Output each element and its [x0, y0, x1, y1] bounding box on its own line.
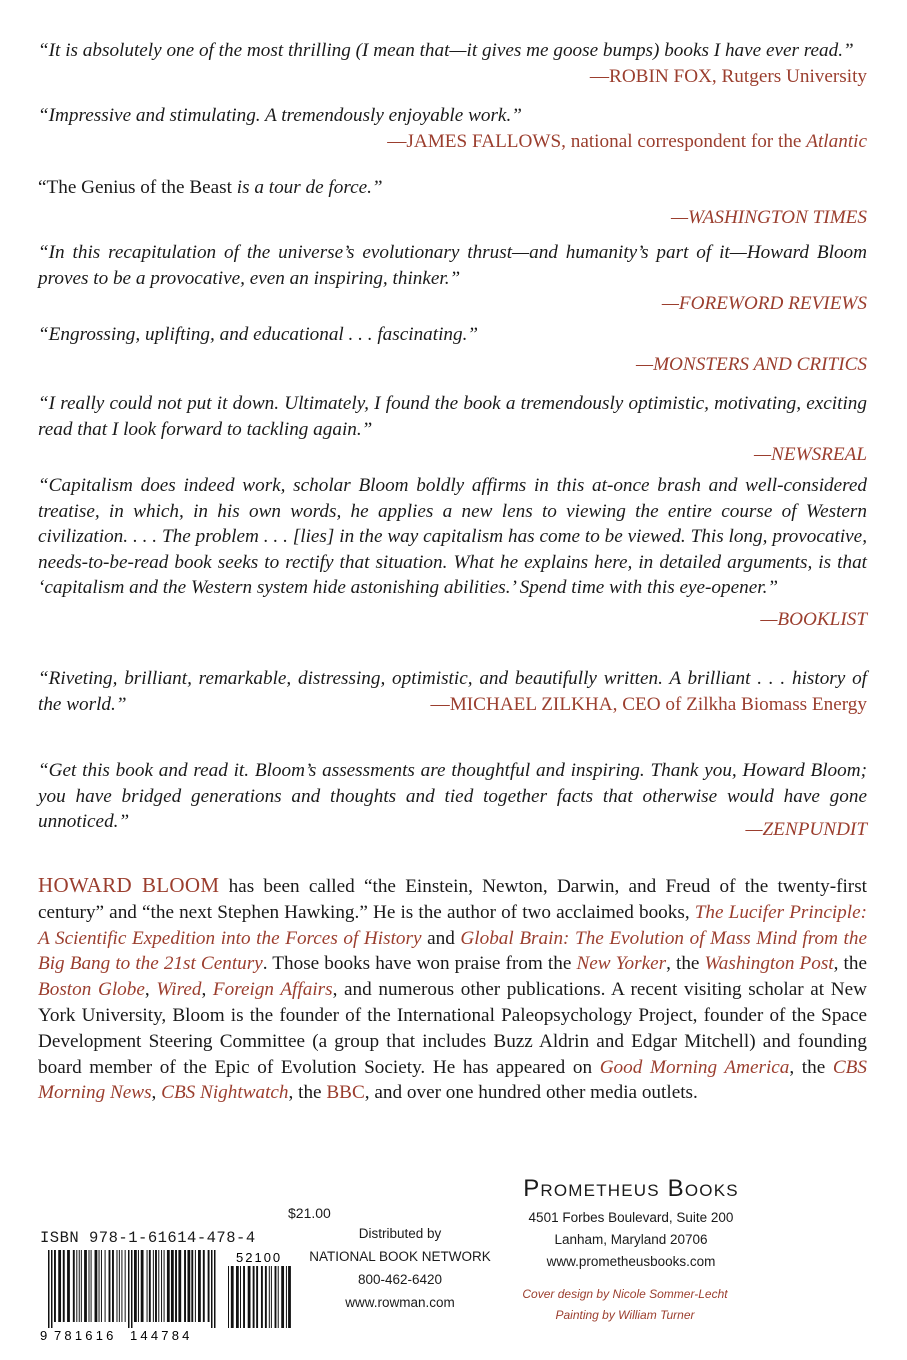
barcode-bar [81, 1250, 82, 1322]
bio-segment: , the [288, 1082, 327, 1104]
author-name: HOWARD BLOOM [38, 873, 220, 897]
barcode-bar [116, 1250, 117, 1322]
quote-attribution: —ROBIN FOX, Rutgers University [589, 65, 867, 87]
barcode-bar [67, 1250, 70, 1322]
barcode-bar [109, 1250, 111, 1322]
barcode-bar [149, 1250, 151, 1322]
barcode-bar [147, 1250, 148, 1322]
barcode-bar [187, 1250, 190, 1322]
barcode-bar [54, 1250, 56, 1322]
barcode-bar [128, 1250, 130, 1328]
barcode-bar [105, 1250, 106, 1322]
distributed-by-label: Distributed by [358, 1226, 442, 1241]
quote-text: “Engrossing, uplifting, and educational . . . fascinating.” [38, 324, 479, 345]
media-outlet: CBS Nightwatch [161, 1082, 289, 1104]
cover-credits [480, 1284, 770, 1326]
barcode-bar [265, 1266, 267, 1328]
quote-8 [38, 666, 867, 717]
barcode-bar [161, 1250, 162, 1322]
distributor-name: NATIONAL BOOK NETWORK [309, 1249, 491, 1264]
quote-book-title: “The Genius of the Beast [38, 177, 232, 198]
quote-text: “In this recapitulation of the universe’s evolutionary thrust—and humanity’s part of it—Howard Bloom proves to be a provocative, even an inspiring, thinker.” [38, 242, 867, 289]
bio-segment: , [151, 1082, 162, 1104]
barcode-bar [76, 1250, 77, 1322]
bio-segment: , the [789, 1056, 833, 1078]
barcode-bar [178, 1250, 181, 1322]
media-outlet: BBC [326, 1082, 365, 1104]
bio-segment: , the [666, 953, 705, 975]
quote-9 [38, 758, 867, 842]
publication-name: New Yorker [576, 953, 667, 975]
quote-text: “Impressive and stimulating. A tremendously enjoyable work.” [38, 105, 522, 126]
quote-attribution: —FOREWORD REVIEWS [661, 293, 867, 315]
barcode-bar [286, 1266, 287, 1328]
barcode-graphic [40, 1248, 296, 1348]
publisher-website: www.prometheusbooks.com [546, 1254, 716, 1269]
barcode-bar [125, 1250, 126, 1322]
publisher-address-1: 4501 Forbes Boulevard, Suite 200 [528, 1210, 734, 1225]
barcode-bar [112, 1250, 114, 1322]
barcode-bar [138, 1250, 139, 1322]
barcode-bar [51, 1250, 53, 1328]
quote-text: “Riveting, brilliant, remarkable, distressing, optimistic, and beautifully written. A brilliant . . . history of the world.” [38, 668, 867, 715]
bio-segment: , [144, 979, 157, 1001]
bio-segment: , and numerous other publications. A recent visiting scholar at New York University, Bloom is the founder of the International Paleopsychology Project, founder of the Space Development Steering Committee (a group that includes Buzz Aldrin and Edgar Mitchell) and founding board member of the Epic of Evolution Society. He has appeared on [38, 979, 868, 1078]
barcode-bar [63, 1250, 65, 1322]
distributor-website: www.rowman.com [345, 1295, 455, 1310]
publisher-name: Prometheus Books [523, 1175, 739, 1202]
attribution-prefix: —JAMES FALLOWS, national correspondent for the [387, 130, 807, 152]
barcode-bar [134, 1250, 137, 1322]
quote-attribution: —ZENPUNDIT [745, 818, 867, 840]
barcode-main-bars [48, 1250, 216, 1328]
bio-segment: has been called “the Einstein, Newton, Darwin, and Freud of the twenty-first century” and “the next Stephen Hawking.” He is the author of two acclaimed books, [38, 876, 867, 923]
barcode-bar [248, 1266, 251, 1328]
quote-6 [38, 391, 867, 467]
quote-text: “I really could not put it down. Ultimately, I found the book a tremendously optimistic, motivating, exciting read that I look forward to tackling again.” [38, 393, 867, 440]
book-title: The Lucifer Principle: A Scientific Expedition into the Forces of History [38, 901, 867, 949]
barcode-bar [131, 1250, 133, 1328]
quote-attribution [38, 129, 867, 154]
cover-design-credit: Cover design by Nicole Sommer-Lecht [522, 1287, 728, 1301]
painting-credit: Painting by William Turner [555, 1308, 695, 1322]
publisher-address-2: Lanham, Maryland 20706 [554, 1232, 708, 1247]
barcode-bar [88, 1250, 89, 1322]
quote-attribution: —BOOKLIST [760, 608, 867, 630]
barcode-bar [203, 1250, 205, 1322]
barcode-bar [195, 1250, 196, 1322]
distributor-phone: 800-462-6420 [357, 1272, 443, 1287]
bio-segment: and [421, 927, 461, 949]
barcode-bar [119, 1250, 120, 1322]
barcode-bar [121, 1250, 122, 1322]
barcode-bar [269, 1266, 270, 1328]
barcode-bar [84, 1250, 87, 1322]
barcode-bar [243, 1266, 245, 1328]
bio-segment: , and over one hundred other media outlets. [364, 1082, 698, 1104]
publication-name: Wired [156, 979, 202, 1001]
distributor-info [300, 1222, 500, 1314]
author-bio [38, 873, 867, 1106]
quote-2 [38, 103, 867, 154]
barcode-bar [73, 1250, 75, 1322]
barcode-bar [95, 1250, 98, 1322]
barcode-bar [79, 1250, 80, 1322]
barcode-bar [231, 1266, 234, 1328]
barcode-bar [271, 1266, 272, 1328]
barcode-bar [261, 1266, 263, 1328]
publisher-info [476, 1175, 786, 1273]
barcode-addon-digits: 52100 [236, 1250, 283, 1265]
isbn-label: ISBN 978-1-61614-478-4 [40, 1229, 256, 1247]
barcode-bar [171, 1250, 174, 1322]
barcode-bar [184, 1250, 186, 1322]
book-title: Global Brain: The Evolution of Mass Mind from the Big Bang to the 21st Century [38, 927, 867, 975]
barcode-right-digits: 144784 [130, 1328, 193, 1343]
bio-segment: , [201, 979, 213, 1001]
barcode-bar [155, 1250, 157, 1322]
publication-name: Foreign Affairs [212, 979, 333, 1001]
quote-text [38, 175, 867, 201]
barcode-left-digits: 781616 [54, 1328, 117, 1343]
bio-segment: . Those books have won praise from the [262, 953, 577, 975]
barcode-bar [236, 1266, 239, 1328]
barcode-bar [101, 1250, 102, 1322]
quote-5 [38, 322, 867, 377]
barcode-bar [208, 1250, 210, 1322]
quote-text-rest: is a tour de force.” [231, 177, 383, 198]
barcode-bar [214, 1250, 216, 1328]
barcode-bar [58, 1250, 61, 1322]
barcode-bar [211, 1250, 213, 1328]
quote-text: “Get this book and read it. Bloom’s assessments are thoughtful and inspiring. Thank you, Howard Bloom; you have bridged generations and thoughts and tied together facts that otherwise would have gone unnoticed.” [38, 760, 867, 833]
quote-3 [38, 175, 867, 230]
barcode-bar [240, 1266, 241, 1328]
quote-attribution: —MONSTERS AND CRITICS [636, 353, 867, 375]
bio-segment: , the [833, 953, 867, 975]
attribution-publication: Atlantic [806, 130, 867, 152]
barcode-bar [158, 1250, 159, 1322]
barcode-bar [275, 1266, 277, 1328]
quote-1 [38, 38, 867, 89]
barcode-addon-bars [228, 1266, 291, 1328]
bio-text [38, 873, 867, 1106]
quote-text: “Capitalism does indeed work, scholar Bloom boldly affirms in this at-once brash and well-considered treatise, in which, in his own words, he applies a new lens to viewing the entire course of Western civilization. . . . The problem . . . [lies] in the way capitalism has come to be viewed. This long, provocative, needs-to-be-read book seeks to rectify that situation. What he explains here, in detailed arguments, is that ‘capitalism and the Western system hide astonishing abilities.’ Spend time with this eye-opener.” [38, 475, 867, 599]
barcode-bar [164, 1250, 165, 1322]
price-label: $21.00 [288, 1205, 331, 1221]
barcode-bar [288, 1266, 291, 1328]
barcode-bar [228, 1266, 229, 1328]
barcode-svg [40, 1248, 296, 1348]
barcode-bar [198, 1250, 201, 1322]
quote-4 [38, 240, 867, 316]
publication-name: Boston Globe [38, 979, 145, 1001]
quote-attribution: —NEWSREAL [754, 444, 867, 466]
publication-name: Washington Post [704, 953, 834, 975]
barcode-bar [99, 1250, 100, 1322]
barcode-bar [153, 1250, 154, 1322]
quote-text: “It is absolutely one of the most thrilling (I mean that—it gives me goose bumps) books I have ever read.” [38, 40, 854, 61]
barcode-bar [278, 1266, 279, 1328]
media-outlet: Good Morning America [599, 1056, 790, 1078]
barcode-bar [48, 1250, 50, 1328]
quote-attribution: —MICHAEL ZILKHA, CEO of Zilkha Biomass Energy [430, 694, 867, 716]
barcode-bar [191, 1250, 193, 1322]
barcode-bar [281, 1266, 284, 1328]
quote-attribution: —WASHINGTON TIMES [670, 206, 867, 228]
barcode-bar [256, 1266, 258, 1328]
barcode-bar [91, 1250, 92, 1322]
media-outlet: CBS Morning News [38, 1056, 867, 1104]
barcode-bar [253, 1266, 255, 1328]
barcode-lead-digit: 9 [40, 1328, 48, 1343]
barcode-bar [141, 1250, 144, 1322]
quote-7 [38, 473, 867, 632]
barcode-bar [175, 1250, 177, 1322]
barcode-bar [167, 1250, 170, 1322]
